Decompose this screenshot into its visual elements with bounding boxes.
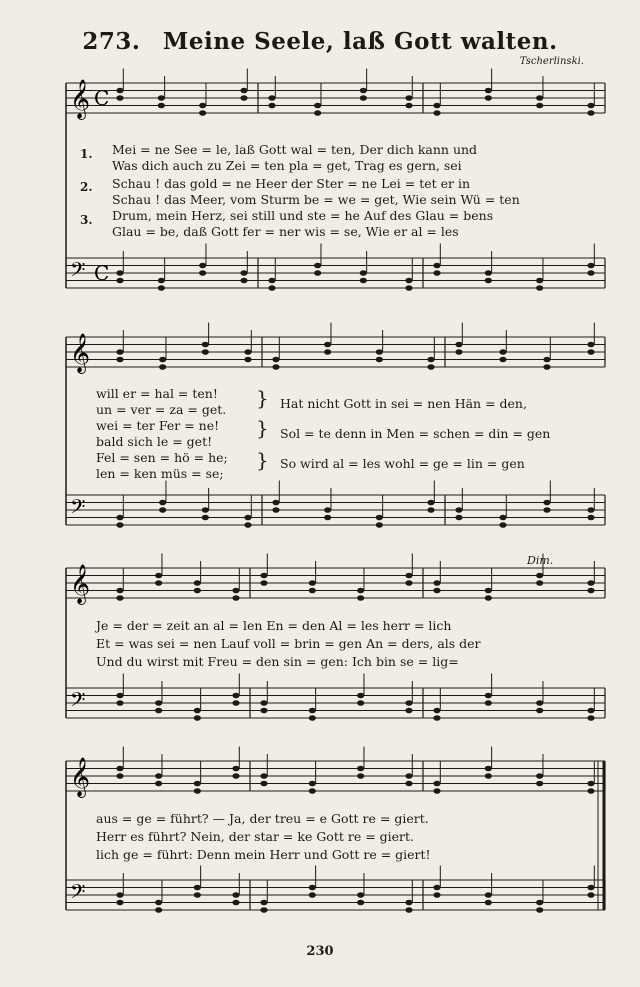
note-head xyxy=(433,885,440,891)
note-head xyxy=(260,573,267,579)
page-number: 230 xyxy=(306,944,334,959)
note-head xyxy=(232,892,239,898)
bass-clef: 𝄢 xyxy=(70,880,86,908)
note-head xyxy=(587,781,594,787)
note-head xyxy=(357,892,364,898)
note-head xyxy=(536,907,543,913)
note-head xyxy=(587,263,594,269)
note-head xyxy=(309,580,316,586)
note-head xyxy=(376,522,383,528)
hymn-title-text: Meine Seele, laß Gott walten. xyxy=(162,28,558,55)
lyric-s3-line3: Und du wirst mit Freu = den sin = gen: Ich bin se = lig= xyxy=(96,654,459,669)
lyric-s2-right-3: So wird al = les wohl = ge = lin = gen xyxy=(280,456,525,471)
note-head xyxy=(240,95,247,101)
note-head xyxy=(272,507,279,513)
note-head xyxy=(324,515,331,521)
note-head xyxy=(587,885,594,891)
note-head xyxy=(232,766,239,772)
note-head xyxy=(433,103,440,109)
note-head xyxy=(244,522,251,528)
note-head xyxy=(199,270,206,276)
lyric-s2-right-1: Hat nicht Gott in sei = nen Hän = den, xyxy=(280,396,527,411)
note-head xyxy=(116,900,123,906)
bass-clef: 𝄢 xyxy=(70,258,86,286)
note-head xyxy=(155,580,162,586)
note-head xyxy=(485,766,492,772)
note-head xyxy=(499,349,506,355)
lyric-s2-right-2: Sol = te denn in Men = schen = din = gen xyxy=(280,426,551,441)
lyric-s1-line5: Drum, mein Herz, sei still und ste = he Auf des Glau = bens xyxy=(112,208,494,223)
note-head xyxy=(158,95,165,101)
note-head xyxy=(272,357,279,363)
note-head xyxy=(360,95,367,101)
note-head xyxy=(244,349,251,355)
note-head xyxy=(155,573,162,579)
note-head xyxy=(587,110,594,116)
note-head xyxy=(260,907,267,913)
note-head xyxy=(357,693,364,699)
time-signature: C xyxy=(94,261,110,285)
note-head xyxy=(433,708,440,714)
note-head xyxy=(240,88,247,94)
brace-right: } xyxy=(256,448,269,472)
lyric-s3-line2: Et = was sei = nen Lauf voll = brin = gen An = ders, als der xyxy=(96,636,481,651)
note-head xyxy=(116,693,123,699)
note-head xyxy=(485,88,492,94)
note-head xyxy=(427,500,434,506)
note-head xyxy=(587,103,594,109)
note-head xyxy=(455,349,462,355)
note-head xyxy=(455,507,462,513)
note-head xyxy=(155,708,162,714)
note-head xyxy=(158,103,165,109)
note-head xyxy=(536,278,543,284)
note-head xyxy=(116,595,123,601)
note-head xyxy=(587,788,594,794)
note-head xyxy=(485,700,492,706)
note-head xyxy=(199,103,206,109)
note-head xyxy=(485,588,492,594)
note-head xyxy=(309,588,316,594)
note-head xyxy=(155,781,162,787)
note-head xyxy=(427,357,434,363)
note-head xyxy=(427,507,434,513)
note-head xyxy=(536,700,543,706)
note-head xyxy=(309,781,316,787)
note-head xyxy=(543,357,550,363)
note-head xyxy=(455,342,462,348)
note-head xyxy=(232,693,239,699)
note-head xyxy=(202,507,209,513)
note-head xyxy=(268,278,275,284)
note-head xyxy=(194,892,201,898)
note-head xyxy=(485,773,492,779)
note-head xyxy=(116,892,123,898)
note-head xyxy=(116,95,123,101)
note-head xyxy=(485,95,492,101)
note-head xyxy=(360,88,367,94)
note-head xyxy=(360,270,367,276)
note-head xyxy=(240,278,247,284)
note-head xyxy=(309,892,316,898)
note-head xyxy=(485,693,492,699)
note-head xyxy=(260,580,267,586)
note-head xyxy=(357,773,364,779)
note-head xyxy=(116,515,123,521)
note-head xyxy=(357,595,364,601)
note-head xyxy=(314,270,321,276)
note-head xyxy=(433,715,440,721)
note-head xyxy=(116,349,123,355)
note-head xyxy=(536,285,543,291)
note-head xyxy=(324,349,331,355)
note-head xyxy=(357,700,364,706)
note-head xyxy=(268,285,275,291)
note-head xyxy=(194,788,201,794)
note-head xyxy=(485,270,492,276)
note-head xyxy=(405,278,412,284)
note-head xyxy=(309,788,316,794)
note-head xyxy=(194,885,201,891)
treble-clef: 𝄞 xyxy=(70,333,91,373)
note-head xyxy=(536,103,543,109)
note-head xyxy=(194,588,201,594)
note-head xyxy=(232,595,239,601)
note-head xyxy=(232,900,239,906)
note-head xyxy=(268,95,275,101)
lyric-s1-line1: Mei = ne See = le, laß Gott wal = ten, Der dich kann und xyxy=(112,142,478,157)
note-head xyxy=(587,507,594,513)
note-head xyxy=(433,588,440,594)
lyric-s4-line1: aus = ge = führt? — Ja, der treu = e Gott re = giert. xyxy=(96,811,429,826)
lyric-s2-left-1: will er = hal = ten! xyxy=(96,386,218,401)
note-head xyxy=(194,715,201,721)
brace-right: } xyxy=(256,416,269,440)
note-head xyxy=(260,900,267,906)
note-head xyxy=(260,781,267,787)
treble-clef: 𝄞 xyxy=(70,564,91,604)
note-head xyxy=(116,522,123,528)
note-head xyxy=(260,773,267,779)
note-head xyxy=(587,892,594,898)
note-head xyxy=(433,263,440,269)
note-head xyxy=(405,907,412,913)
bass-clef: 𝄢 xyxy=(70,688,86,716)
note-head xyxy=(405,95,412,101)
note-head xyxy=(309,885,316,891)
lyric-s4-line3: lich ge = führt: Denn mein Herr und Gott re = giert! xyxy=(96,847,431,862)
note-head xyxy=(433,580,440,586)
note-head xyxy=(194,708,201,714)
note-head xyxy=(309,715,316,721)
lyric-s1-line3: Schau ! das gold = ne Heer der Ster = ne Lei = tet er in xyxy=(112,176,471,191)
note-head xyxy=(455,515,462,521)
note-head xyxy=(357,588,364,594)
note-head xyxy=(194,580,201,586)
verse-number-1: 1. xyxy=(80,147,93,161)
lyric-s2-left-6: len = ken müs = se; xyxy=(96,466,224,481)
note-head xyxy=(268,103,275,109)
note-head xyxy=(536,781,543,787)
note-head xyxy=(405,700,412,706)
note-head xyxy=(116,773,123,779)
note-head xyxy=(405,773,412,779)
note-head xyxy=(232,700,239,706)
note-head xyxy=(433,781,440,787)
note-head xyxy=(116,588,123,594)
note-head xyxy=(272,500,279,506)
note-head xyxy=(587,342,594,348)
note-head xyxy=(324,342,331,348)
note-head xyxy=(159,357,166,363)
note-head xyxy=(244,515,251,521)
note-head xyxy=(199,110,206,116)
treble-clef: 𝄞 xyxy=(70,757,91,797)
note-head xyxy=(232,588,239,594)
note-head xyxy=(405,900,412,906)
note-head xyxy=(202,349,209,355)
lyric-s2-left-5: Fel = sen = hö = he; xyxy=(96,450,228,465)
note-head xyxy=(536,580,543,586)
note-head xyxy=(543,507,550,513)
note-head xyxy=(405,781,412,787)
note-head xyxy=(536,900,543,906)
note-head xyxy=(324,507,331,513)
note-head xyxy=(240,270,247,276)
note-head xyxy=(433,892,440,898)
note-head xyxy=(159,500,166,506)
note-head xyxy=(433,110,440,116)
note-head xyxy=(159,364,166,370)
note-head xyxy=(433,270,440,276)
brace-right: } xyxy=(256,386,269,410)
note-head xyxy=(272,364,279,370)
note-head xyxy=(485,900,492,906)
note-head xyxy=(499,357,506,363)
note-head xyxy=(202,342,209,348)
note-head xyxy=(485,278,492,284)
note-head xyxy=(232,773,239,779)
note-head xyxy=(260,708,267,714)
verse-number-2: 2. xyxy=(80,180,93,194)
note-head xyxy=(536,573,543,579)
note-head xyxy=(499,522,506,528)
note-head xyxy=(376,349,383,355)
note-head xyxy=(357,900,364,906)
hymn-number: 273. xyxy=(82,28,141,55)
note-head xyxy=(155,900,162,906)
lyric-s1-line2: Was dich auch zu Zei = ten pla = get, Trag es gern, sei xyxy=(112,158,462,173)
note-head xyxy=(587,708,594,714)
note-head xyxy=(158,285,165,291)
note-head xyxy=(587,715,594,721)
note-head xyxy=(485,892,492,898)
note-head xyxy=(587,270,594,276)
composer-credit: Tscherlinski. xyxy=(519,56,584,67)
lyric-s4-line2: Herr es führt? Nein, der star = ke Gott re = giert. xyxy=(96,829,415,844)
note-head xyxy=(116,88,123,94)
lyric-s3-line1: Je = der = zeit an al = len En = den Al = les herr = lich xyxy=(96,618,452,633)
note-head xyxy=(405,573,412,579)
treble-clef: 𝄞 xyxy=(70,79,91,119)
note-head xyxy=(405,285,412,291)
lyric-s1-line6: Glau = be, daß Gott fer = ner wis = se, Wie er al = les xyxy=(112,224,459,239)
note-head xyxy=(155,700,162,706)
note-head xyxy=(314,110,321,116)
lyric-s2-left-4: bald sich le = get! xyxy=(96,434,213,449)
note-head xyxy=(360,278,367,284)
note-head xyxy=(202,515,209,521)
note-head xyxy=(199,263,206,269)
note-head xyxy=(260,700,267,706)
note-head xyxy=(587,349,594,355)
note-head xyxy=(116,700,123,706)
note-head xyxy=(116,278,123,284)
note-head xyxy=(543,364,550,370)
lyric-s1-line4: Schau ! das Meer, vom Sturm be = we = get, Wie sein Wü = ten xyxy=(112,192,520,207)
dynamic-marking: Dim. xyxy=(527,554,554,567)
note-head xyxy=(536,773,543,779)
note-head xyxy=(405,580,412,586)
note-head xyxy=(405,103,412,109)
note-head xyxy=(194,781,201,787)
note-head xyxy=(433,788,440,794)
lyric-s2-left-2: un = ver = za = get. xyxy=(96,402,227,417)
note-head xyxy=(376,515,383,521)
lyric-s2-left-3: wei = ter Fer = ne! xyxy=(96,418,220,433)
note-head xyxy=(155,907,162,913)
note-head xyxy=(587,588,594,594)
note-head xyxy=(314,103,321,109)
note-head xyxy=(314,263,321,269)
note-head xyxy=(155,773,162,779)
note-head xyxy=(159,507,166,513)
note-head xyxy=(116,766,123,772)
note-head xyxy=(244,357,251,363)
note-head xyxy=(587,515,594,521)
verse-number-3: 3. xyxy=(80,213,93,227)
note-head xyxy=(427,364,434,370)
note-head xyxy=(543,500,550,506)
note-head xyxy=(116,270,123,276)
bass-clef: 𝄢 xyxy=(70,495,86,523)
note-head xyxy=(405,708,412,714)
note-head xyxy=(485,595,492,601)
note-head xyxy=(158,278,165,284)
note-head xyxy=(309,708,316,714)
note-head xyxy=(357,766,364,772)
time-signature: C xyxy=(94,86,110,110)
note-head xyxy=(116,357,123,363)
note-head xyxy=(536,95,543,101)
note-head xyxy=(587,580,594,586)
note-head xyxy=(536,708,543,714)
note-head xyxy=(376,357,383,363)
note-head xyxy=(499,515,506,521)
